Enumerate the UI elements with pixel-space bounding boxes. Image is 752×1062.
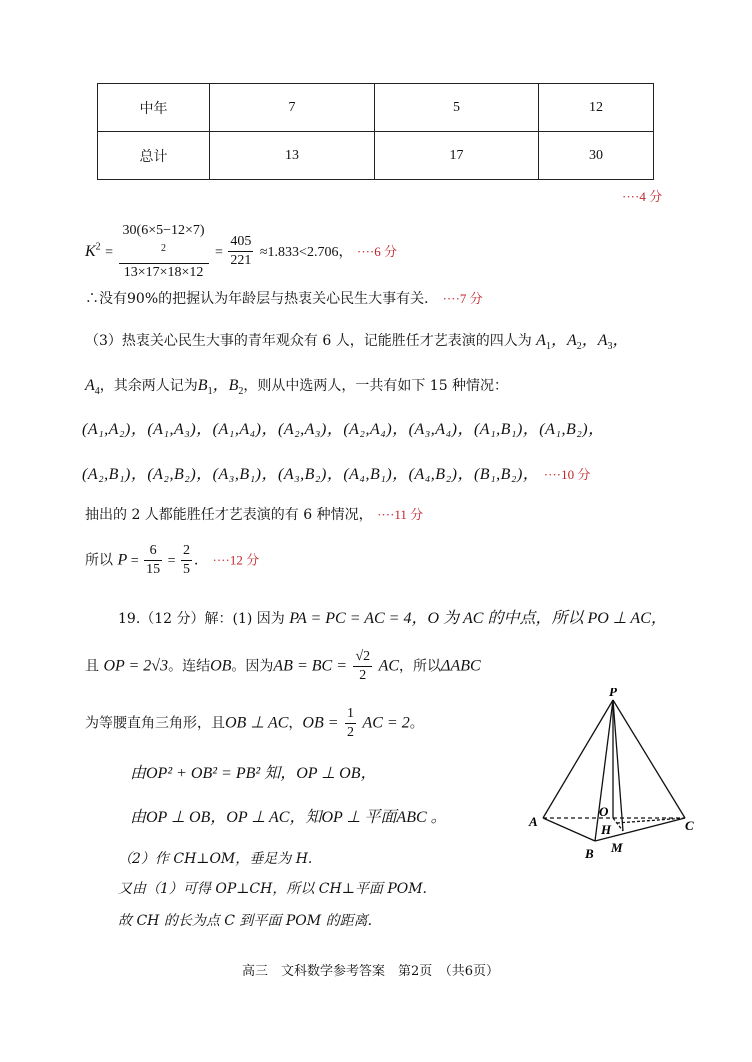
k2-fraction-2	[228, 233, 253, 270]
k2-formula: $K^2$ = 30(6×5−12×7) $^2$ 13×17×18×12 = $\frac{405}{221}$ ≈1.833<2.706， ····6 分	[85, 223, 397, 280]
score-7: ····7 分	[442, 291, 483, 306]
edge-ab	[543, 818, 595, 841]
pairs-row-1: (A₁,A₂)，(A₁,A₃)，(A₁,A₄)，(A₂,A₃)，(A₂,A₄)，(A₃,A₄)，(A₁,B₁)，(A₁,B₂)，	[82, 421, 605, 438]
label-a: A	[529, 814, 538, 829]
score-10: ····10 分	[543, 467, 591, 482]
edge-pa	[543, 700, 613, 818]
k2-numerator-2: 405	[228, 233, 253, 252]
conclusion-text: ∴没有90%的把握认为年龄层与热衷关心民生大事有关．	[85, 291, 439, 307]
cell: 17	[375, 132, 539, 180]
k2-tail: ≈1.833<2.706，	[259, 244, 353, 260]
q19-line4: 由OP² + OB² = PB² 知，OP ⊥ OB，	[130, 765, 377, 782]
label-m: M	[611, 840, 623, 855]
cell: 30	[539, 132, 654, 180]
q19-line5: 由OP ⊥ OB，OP ⊥ AC，知OP ⊥ 平面ABC 。	[130, 809, 447, 826]
cell: 5	[375, 84, 539, 132]
cell: 7	[210, 84, 375, 132]
label-h: H	[601, 822, 612, 837]
pyramid-figure	[525, 688, 705, 863]
label-b: B	[585, 846, 594, 861]
score-12: ····12 分	[212, 552, 260, 568]
part3-line1: （3）热衷关心民生大事的青年观众有 6 人，记能胜任才艺表演的四人为 $A_1$，$A_2$，$A_3$，	[85, 332, 629, 353]
conclusion-line	[85, 288, 483, 308]
pairs-row-2: (A₂,B₁)，(A₂,B₂)，(A₃,B₁)，(A₃,B₂)，(A₄,B₁)，(A₄,B₂)，(B₁,B₂)， ····10 分	[82, 466, 591, 483]
q19-line6: （2）作 CH⊥OM，垂足为 H.	[118, 851, 313, 867]
q19-line2: 且 OP = 2√3。连结OB。因为AB = BC = $\frac{√2}{2}$ AC，所以ΔABC	[85, 649, 481, 683]
probability-line: 所以 P = $\frac{6}{15}$ = $\frac{2}{5}$ ． ····12 分	[85, 543, 260, 577]
cell: 12	[539, 84, 654, 132]
k2-fraction: 30(6×5−12×7) $^2$ 13×17×18×12	[119, 222, 209, 282]
score-4: ····4 分	[622, 189, 663, 204]
label-c: C	[685, 818, 694, 833]
k2-numerator: 30(6×5−12×7)	[122, 223, 205, 238]
score-6: ····6 分	[356, 243, 397, 259]
label-o: O	[599, 804, 609, 819]
q19-line3: 为等腰直角三角形，且OB ⊥ AC，OB = $\frac{1}{2}$ AC = 2。	[85, 706, 424, 740]
table-row	[98, 132, 654, 180]
k2-symbol: $K^2$	[85, 241, 101, 260]
stats-table	[97, 83, 654, 180]
part3-line2: $A_4$，其余两人记为$B_1$，$B_2$，则从中选两人，一共有如下 15 种情况：	[85, 377, 509, 398]
page-footer: 高三 文科数学参考答案 第2页 （共6页）	[242, 964, 500, 979]
row-label: 中年	[98, 84, 210, 132]
q19-line1: 19.（12 分）解：(1) 因为 PA = PC = AC = 4，O 为 AC 的中点，所以 PO ⊥ AC，	[118, 610, 667, 627]
k2-denominator-2: 221	[230, 253, 252, 269]
table-row	[98, 84, 654, 132]
cell: 13	[210, 132, 375, 180]
edge-pb	[595, 700, 613, 841]
score-11: ····11 分	[377, 507, 424, 522]
q19-line8: 故 CH 的长为点 C 到平面 POM 的距离.	[118, 913, 373, 929]
q19-line7: 又由（1）可得 OP⊥CH，所以 CH⊥平面 POM.	[118, 881, 428, 897]
k2-denominator: 13×17×18×12	[123, 264, 204, 280]
edge-om	[613, 818, 623, 831]
row-label: 总计	[98, 132, 210, 180]
label-p: P	[609, 688, 617, 699]
edge-pc	[613, 700, 685, 818]
six-cases-line: 抽出的 2 人都能胜任才艺表演的有 6 种情况， ····11 分	[85, 507, 424, 523]
edge-pm	[613, 700, 623, 831]
